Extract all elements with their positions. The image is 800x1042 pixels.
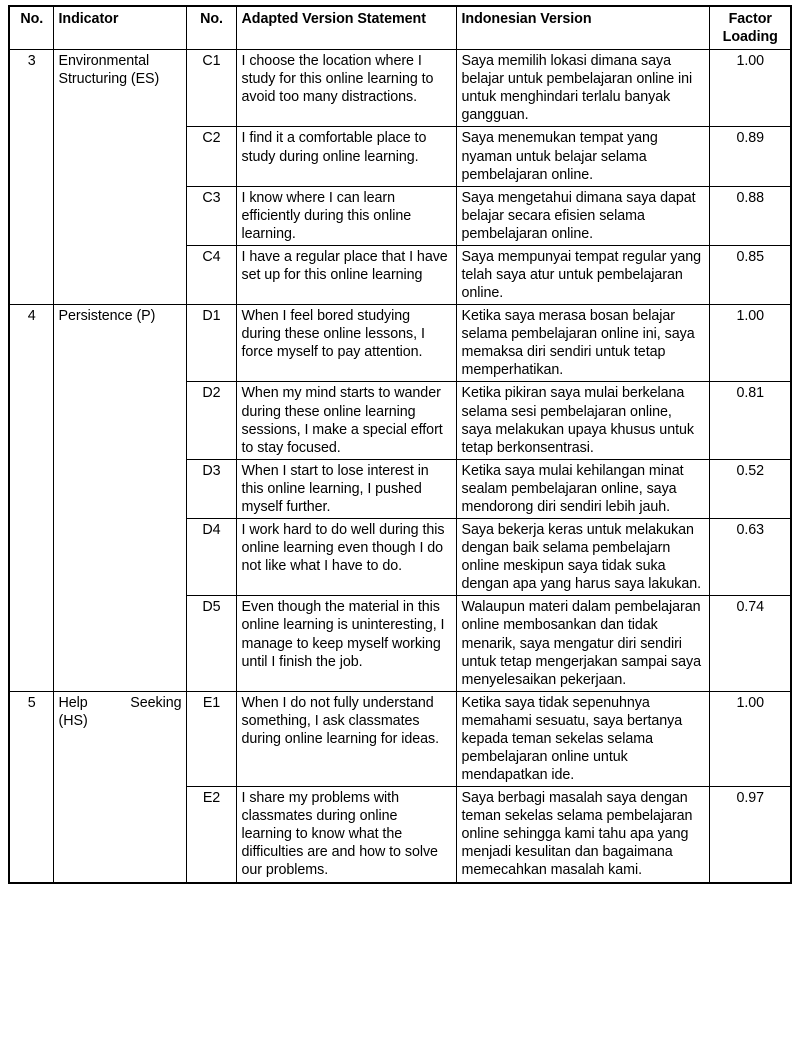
header-row <box>9 6 791 50</box>
item-code-cell: D1 <box>186 305 236 382</box>
adapted-statement-cell: I choose the location where I study for this online learning to avoid too many distractions. <box>236 50 456 127</box>
indonesian-statement-cell: Walaupun materi dalam pembelajaran online membosankan dan tidak menarik, saya mengatur diri sendiri untuk tetap mengerjakan sampai saya menyelesaikan pekerjaan. <box>456 596 709 691</box>
factor-loading-cell: 0.63 <box>709 519 791 596</box>
header-indonesian-version: Indonesian Version <box>456 6 709 50</box>
indicator-cell: Environmental Structuring (ES) <box>53 50 186 305</box>
factor-loading-cell: 1.00 <box>709 50 791 127</box>
indonesian-statement-cell: Ketika saya tidak sepenuhnya memahami sesuatu, saya bertanya kepada teman sekelas selama pembelajaran online untuk mendapatkan ide. <box>456 691 709 786</box>
adapted-statement-cell: I know where I can learn efficiently during this online learning. <box>236 186 456 245</box>
factor-loading-cell: 0.52 <box>709 459 791 518</box>
item-code-cell: E1 <box>186 691 236 786</box>
indonesian-statement-cell: Saya memilih lokasi dimana saya belajar untuk pembelajaran online ini untuk menghindari terlalu banyak gangguan. <box>456 50 709 127</box>
header-indicator: Indicator <box>53 6 186 50</box>
indicator-label: Help Seeking <box>58 694 182 711</box>
factor-loading-cell: 0.89 <box>709 127 791 186</box>
indonesian-statement-cell: Ketika pikiran saya mulai berkelana selama sesi pembelajaran online, saya melakukan upaya khusus untuk tetap berkonsentrasi. <box>456 382 709 459</box>
adapted-statement-cell: I have a regular place that I have set up for this online learning <box>236 245 456 304</box>
indicator-cell <box>53 691 186 882</box>
group-number-cell: 5 <box>9 691 53 882</box>
item-code-cell: D2 <box>186 382 236 459</box>
indicator-cell: Persistence (P) <box>53 305 186 692</box>
header-no-group: No. <box>9 6 53 50</box>
table-row <box>9 50 791 127</box>
group-number-cell: 3 <box>9 50 53 305</box>
header-adapted-version-statement: Adapted Version Statement <box>236 6 456 50</box>
item-code-cell: C2 <box>186 127 236 186</box>
factor-loading-cell: 0.74 <box>709 596 791 691</box>
item-code-cell: C4 <box>186 245 236 304</box>
table-row <box>9 305 791 382</box>
header-factor-loading: Factor Loading <box>709 6 791 50</box>
table-body <box>9 50 791 883</box>
adapted-statement-cell: Even though the material in this online learning is uninteresting, I manage to keep myself working until I finish the job. <box>236 596 456 691</box>
table-row <box>9 691 791 786</box>
header-no-item: No. <box>186 6 236 50</box>
indonesian-statement-cell: Ketika saya mulai kehilangan minat sealam pembelajaran online, saya mendorong diri sendiri lebih jauh. <box>456 459 709 518</box>
survey-indicator-table <box>8 5 792 884</box>
item-code-cell: C3 <box>186 186 236 245</box>
adapted-statement-cell: When my mind starts to wander during these online learning sessions, I make a special effort to stay focused. <box>236 382 456 459</box>
indonesian-statement-cell: Ketika saya merasa bosan belajar selama pembelajaran online ini, saya memaksa diri sendiri untuk tetap memperhatikan. <box>456 305 709 382</box>
item-code-cell: E2 <box>186 787 236 883</box>
item-code-cell: D5 <box>186 596 236 691</box>
indonesian-statement-cell: Saya mengetahui dimana saya dapat belajar secara efisien selama pembelajaran online. <box>456 186 709 245</box>
factor-loading-cell: 0.97 <box>709 787 791 883</box>
adapted-statement-cell: I find it a comfortable place to study during online learning. <box>236 127 456 186</box>
item-code-cell: D3 <box>186 459 236 518</box>
adapted-statement-cell: When I start to lose interest in this online learning, I pushed myself further. <box>236 459 456 518</box>
indicator-label-tail: (HS) <box>58 712 88 729</box>
item-code-cell: C1 <box>186 50 236 127</box>
factor-loading-cell: 0.85 <box>709 245 791 304</box>
factor-loading-cell: 1.00 <box>709 691 791 786</box>
adapted-statement-cell: When I do not fully understand something, I ask classmates during online learning for ideas. <box>236 691 456 786</box>
factor-loading-cell: 0.88 <box>709 186 791 245</box>
table-header <box>9 6 791 50</box>
adapted-statement-cell: When I feel bored studying during these online lessons, I force myself to pay attention. <box>236 305 456 382</box>
factor-loading-cell: 1.00 <box>709 305 791 382</box>
adapted-statement-cell: I work hard to do well during this online learning even though I do not like what I have to do. <box>236 519 456 596</box>
adapted-statement-cell: I share my problems with classmates during online learning to know what the difficulties are and how to solve our problems. <box>236 787 456 883</box>
group-number-cell: 4 <box>9 305 53 692</box>
indonesian-statement-cell: Saya menemukan tempat yang nyaman untuk belajar selama pembelajaran online. <box>456 127 709 186</box>
indonesian-statement-cell: Saya bekerja keras untuk melakukan dengan baik selama pembelajarn online meskipun saya tidak suka dengan apa yang harus saya lakukan. <box>456 519 709 596</box>
item-code-cell: D4 <box>186 519 236 596</box>
indonesian-statement-cell: Saya mempunyai tempat regular yang telah saya atur untuk pembelajaran online. <box>456 245 709 304</box>
factor-loading-cell: 0.81 <box>709 382 791 459</box>
indonesian-statement-cell: Saya berbagi masalah saya dengan teman sekelas selama pembelajaran online sehingga kami tahu apa yang menjadi kesulitan dan bagaimana memecahkan masalah kami. <box>456 787 709 883</box>
